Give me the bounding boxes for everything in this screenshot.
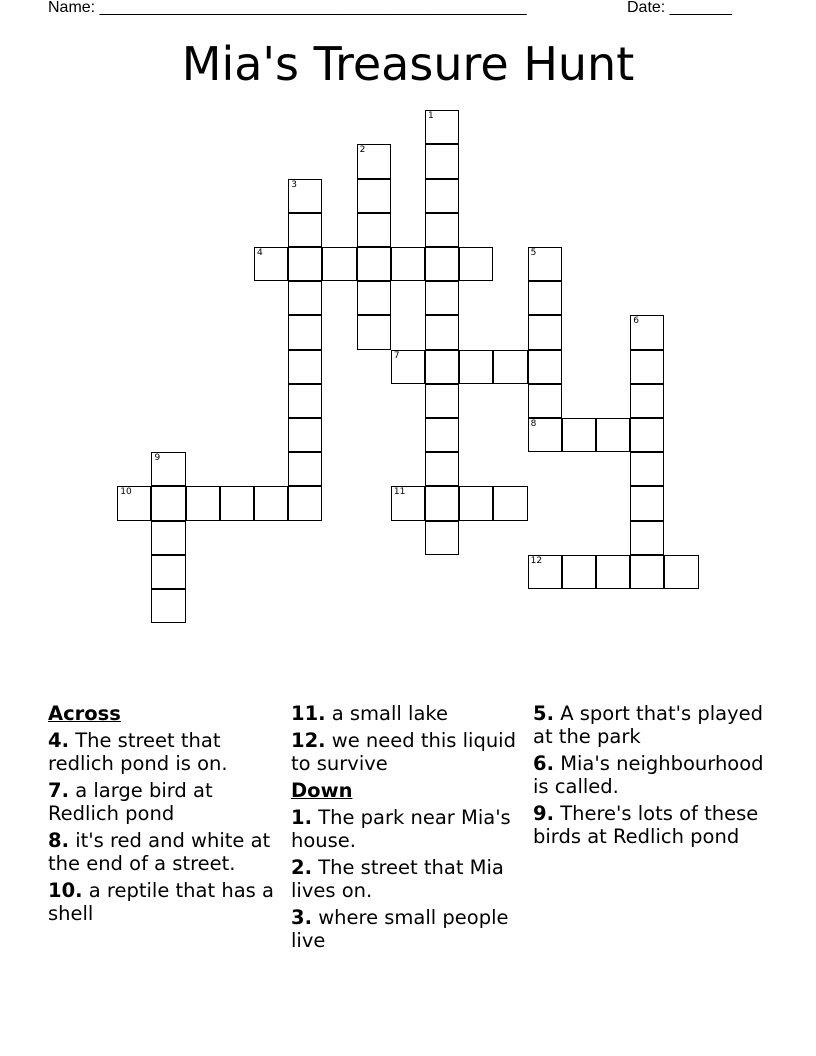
grid-cell[interactable]	[254, 486, 288, 520]
clue-down-1	[291, 806, 523, 852]
clue-across-10	[48, 879, 280, 925]
grid-cell[interactable]	[288, 418, 322, 452]
grid-cell[interactable]	[630, 384, 664, 418]
grid-cell[interactable]	[357, 247, 391, 281]
grid-cell[interactable]	[425, 350, 459, 384]
grid-cell[interactable]	[425, 418, 459, 452]
grid-cell[interactable]	[391, 247, 425, 281]
clue-number: 12.	[291, 729, 326, 752]
clue-number: 10.	[48, 879, 83, 902]
grid-cell[interactable]	[596, 555, 630, 589]
grid-cell[interactable]	[357, 315, 391, 349]
grid-cell[interactable]	[528, 555, 562, 589]
clue-across-7	[48, 779, 280, 825]
grid-cell[interactable]	[288, 350, 322, 384]
grid-cell[interactable]	[288, 281, 322, 315]
grid-cell[interactable]	[220, 486, 254, 520]
cell-number: 2	[359, 145, 366, 156]
grid-cell[interactable]	[391, 350, 425, 384]
grid-cell[interactable]	[288, 384, 322, 418]
cell-number: 6	[633, 316, 639, 327]
grid-cell[interactable]	[288, 247, 322, 281]
grid-cell[interactable]	[528, 418, 562, 452]
clue-number: 3.	[291, 906, 312, 929]
clue-number: 11.	[291, 702, 326, 725]
grid-cell[interactable]	[151, 589, 185, 623]
grid-cell[interactable]	[493, 486, 527, 520]
clue-text: we need this liquid to survive	[291, 729, 516, 775]
grid-cell[interactable]	[186, 486, 220, 520]
grid-cell[interactable]	[562, 555, 596, 589]
grid-cell[interactable]	[630, 315, 664, 349]
grid-cell[interactable]	[459, 486, 493, 520]
grid-cell[interactable]	[493, 350, 527, 384]
grid-cell[interactable]	[425, 486, 459, 520]
clues-column-2	[291, 702, 523, 956]
clue-text: a small lake	[331, 702, 448, 725]
grid-cell[interactable]	[254, 247, 288, 281]
across-heading: Across	[48, 702, 121, 725]
clue-text: There's lots of these birds at Redlich pond	[533, 802, 759, 848]
cell-number: 8	[530, 419, 537, 430]
grid-cell[interactable]	[425, 213, 459, 247]
grid-cell[interactable]	[630, 555, 664, 589]
clue-text: The street that redlich pond is on.	[48, 729, 228, 775]
clue-number: 8.	[48, 829, 69, 852]
grid-cell[interactable]	[288, 452, 322, 486]
grid-cell[interactable]	[528, 384, 562, 418]
grid-cell[interactable]	[630, 452, 664, 486]
clue-text: Mia's neighbourhood is called.	[533, 752, 764, 798]
cell-number: 10	[120, 487, 132, 498]
puzzle-title: Mia's Treasure Hunt	[181, 37, 635, 91]
cell-number: 9	[154, 453, 161, 464]
grid-cell[interactable]	[357, 213, 391, 247]
clue-text: A sport that's played at the park	[533, 702, 764, 748]
grid-cell[interactable]	[425, 281, 459, 315]
grid-cell[interactable]	[357, 144, 391, 178]
grid-cell[interactable]	[425, 110, 459, 144]
grid-cell[interactable]	[528, 350, 562, 384]
grid-cell[interactable]	[528, 315, 562, 349]
clue-down-6	[533, 752, 765, 798]
grid-cell[interactable]	[151, 486, 185, 520]
name-field-label: Name: ________________________________________________	[48, 0, 527, 16]
clue-down-5	[533, 702, 765, 748]
grid-cell[interactable]	[288, 486, 322, 520]
clue-number: 9.	[533, 802, 554, 825]
clue-across-8	[48, 829, 280, 875]
cell-number: 12	[530, 555, 543, 566]
clue-text: The park near Mia's house.	[291, 806, 511, 852]
clue-text: it's red and white at the end of a street.	[48, 829, 271, 875]
grid-cell[interactable]	[459, 350, 493, 384]
clue-number: 6.	[533, 752, 554, 775]
grid-cell[interactable]	[459, 247, 493, 281]
grid-cell[interactable]	[288, 315, 322, 349]
grid-cell[interactable]	[322, 247, 356, 281]
clues-column-3	[533, 702, 765, 852]
clue-number: 2.	[291, 856, 312, 879]
grid-cell[interactable]	[151, 452, 185, 486]
grid-cell[interactable]	[151, 521, 185, 555]
grid-cell[interactable]	[596, 418, 630, 452]
down-heading: Down	[291, 779, 353, 802]
clue-down-3	[291, 906, 523, 952]
grid-cell[interactable]	[630, 350, 664, 384]
cell-number: 11	[393, 487, 406, 498]
cell-number: 4	[257, 248, 263, 259]
clue-across-4	[48, 729, 280, 775]
grid-cell[interactable]	[630, 486, 664, 520]
grid-cell[interactable]	[391, 486, 425, 520]
grid-cell[interactable]	[562, 418, 596, 452]
grid-cell[interactable]	[425, 144, 459, 178]
clues-column-1	[48, 702, 280, 929]
grid-cell[interactable]	[288, 179, 322, 213]
grid-cell[interactable]	[630, 418, 664, 452]
grid-cell[interactable]	[425, 452, 459, 486]
clue-number: 7.	[48, 779, 69, 802]
grid-cell[interactable]	[425, 384, 459, 418]
clue-text: The street that Mia lives on.	[291, 856, 504, 902]
cell-number: 5	[530, 248, 537, 259]
clue-down-9	[533, 802, 765, 848]
clue-across-12	[291, 729, 523, 775]
clue-text: a reptile that has a shell	[48, 879, 274, 925]
clue-number: 5.	[533, 702, 554, 725]
grid-cell[interactable]	[425, 179, 459, 213]
grid-cell[interactable]	[425, 315, 459, 349]
clue-down-2	[291, 856, 523, 902]
clue-number: 4.	[48, 729, 69, 752]
grid-cell[interactable]	[630, 521, 664, 555]
grid-cell[interactable]	[425, 247, 459, 281]
grid-cell[interactable]	[528, 281, 562, 315]
grid-cell[interactable]	[151, 555, 185, 589]
clue-text: a large bird at Redlich pond	[48, 779, 213, 825]
clue-text: where small people live	[291, 906, 509, 952]
cell-number: 7	[393, 350, 400, 361]
cell-number: 3	[291, 179, 297, 190]
grid-cell[interactable]	[117, 486, 151, 520]
grid-cell[interactable]	[357, 281, 391, 315]
grid-cell[interactable]	[528, 247, 562, 281]
grid-cell[interactable]	[425, 521, 459, 555]
cell-number: 1	[428, 111, 434, 122]
grid-cell[interactable]	[664, 555, 698, 589]
grid-cell[interactable]	[357, 179, 391, 213]
grid-cell[interactable]	[288, 213, 322, 247]
date-field-label: Date: _______	[627, 0, 732, 16]
clue-number: 1.	[291, 806, 312, 829]
clue-across-11	[291, 702, 523, 725]
